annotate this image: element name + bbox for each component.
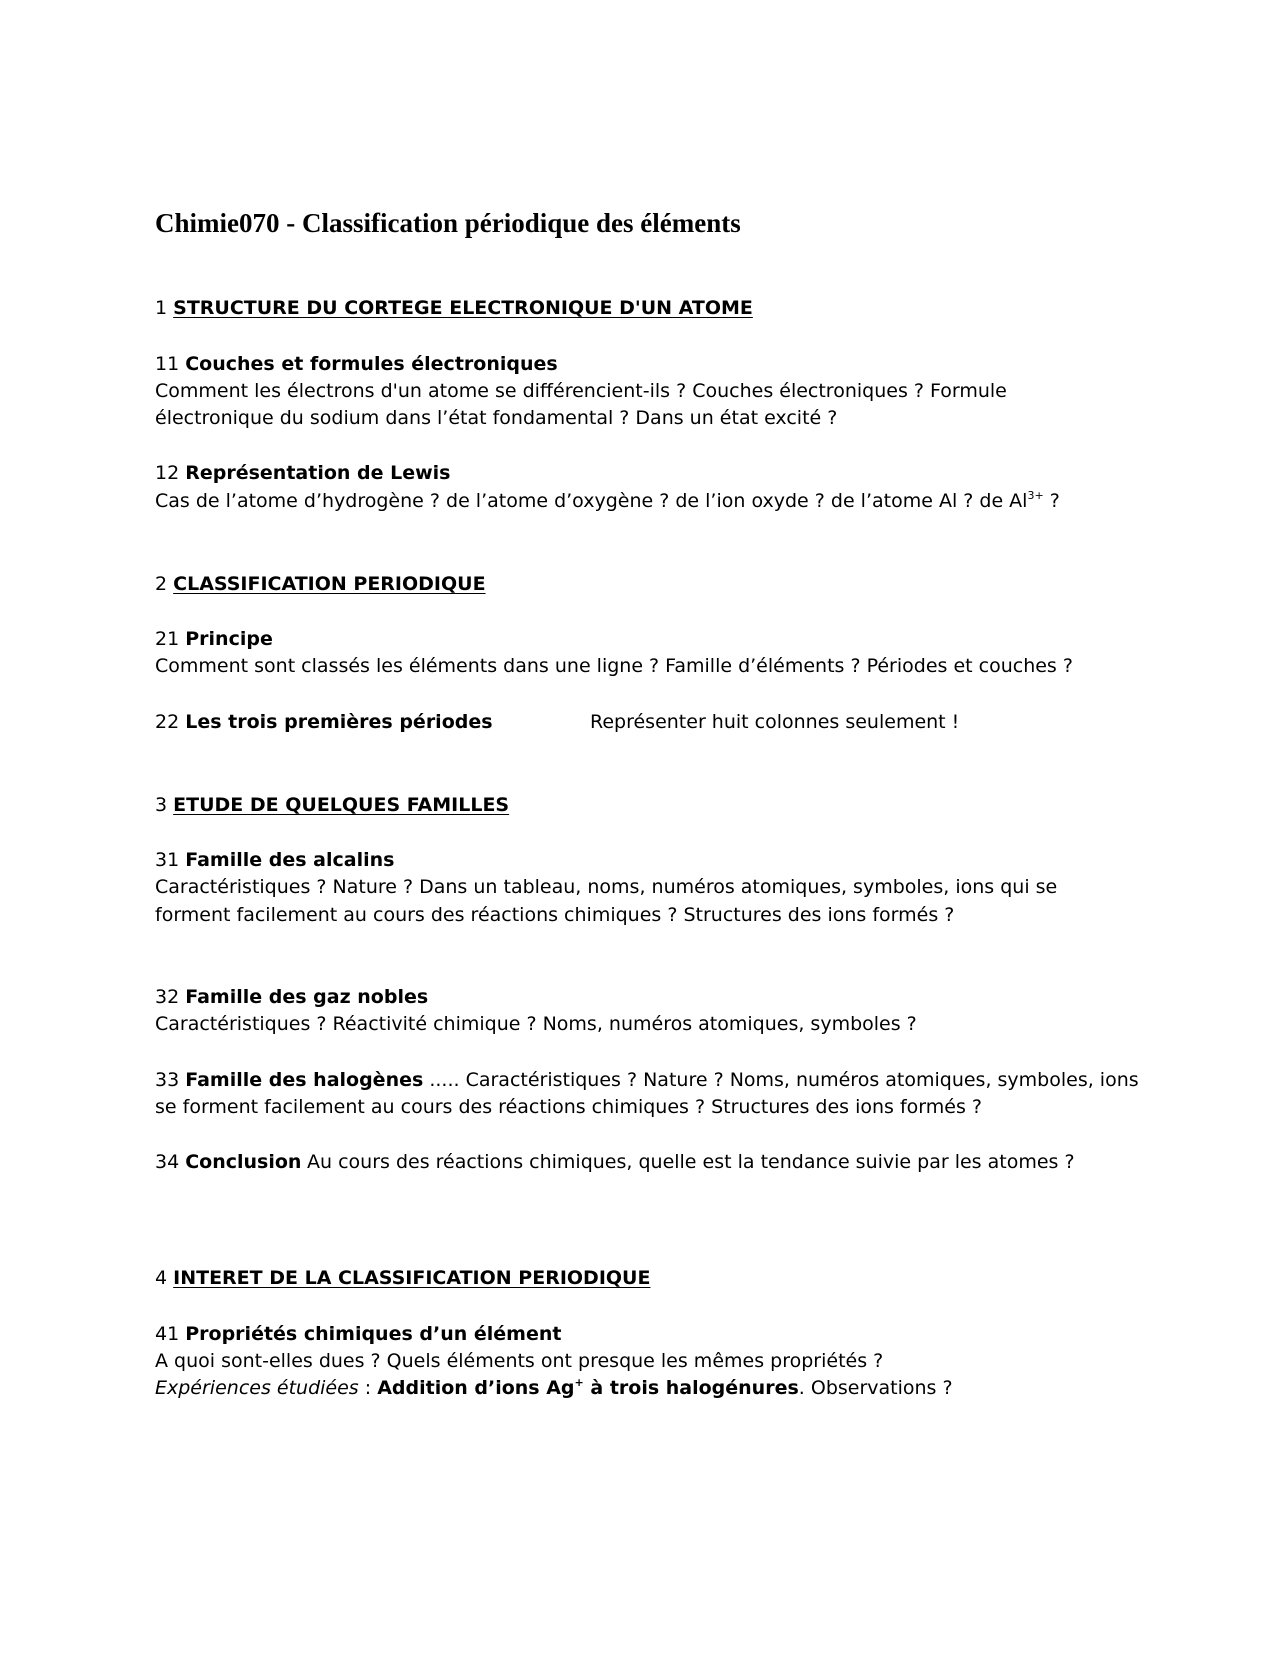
subsection-32-heading: [155, 983, 428, 1012]
experiments-line: [155, 1374, 953, 1403]
paragraph-line: électronique du sodium dans l’état fondamental ? Dans un état excité ?: [155, 407, 838, 429]
experiment-name-end: à trois halogénures: [583, 1377, 799, 1399]
subsection-title: Propriétés chimiques d’un élément: [185, 1323, 562, 1345]
subsection-number: 21: [155, 628, 180, 650]
paragraph-line: Comment sont classés les éléments dans une ligne ? Famille d’éléments ? Périodes et couches ?: [155, 655, 1073, 677]
section-title: CLASSIFICATION PERIODIQUE: [173, 573, 486, 595]
section-number: 1: [155, 297, 168, 319]
section-title: STRUCTURE DU CORTEGE ELECTRONIQUE D'UN ATOME: [173, 297, 753, 319]
subsection-inline-text: ..... Caractéristiques ? Nature ? Noms, numéros atomiques, symboles, ions: [423, 1069, 1139, 1091]
subsection-number: 32: [155, 986, 180, 1008]
subsection-number: 31: [155, 849, 180, 871]
section-3-heading: [155, 791, 509, 820]
subsection-number: 41: [155, 1323, 180, 1345]
experiments-observations: . Observations ?: [798, 1377, 953, 1399]
paragraph-line: se forment facilement au cours des réactions chimiques ? Structures des ions formés ?: [155, 1096, 983, 1118]
paragraph-line: Caractéristiques ? Réactivité chimique ? Noms, numéros atomiques, symboles ?: [155, 1013, 917, 1035]
paragraph-line: Caractéristiques ? Nature ? Dans un tableau, noms, numéros atomiques, symboles, ions qui se: [155, 876, 1058, 898]
subsection-22-heading: [155, 708, 493, 737]
subsection-12-heading: [155, 459, 451, 488]
subsection-title: Représentation de Lewis: [185, 462, 451, 484]
subsection-title: Couches et formules électroniques: [185, 353, 558, 375]
section-title: INTERET DE LA CLASSIFICATION PERIODIQUE: [173, 1267, 651, 1289]
subsection-note: Représenter huit colonnes seulement !: [590, 711, 960, 733]
section-number: 2: [155, 573, 168, 595]
subsection-title: Conclusion: [185, 1151, 302, 1173]
paragraph-line: A quoi sont-elles dues ? Quels éléments ont presque les mêmes propriétés ?: [155, 1350, 884, 1372]
experiment-name-start: Addition d’ions Ag: [377, 1377, 575, 1399]
ion-charge: 3+: [1027, 489, 1044, 502]
experiments-separator: :: [358, 1377, 378, 1399]
subsection-34-heading: [155, 1148, 301, 1177]
section-4-heading: [155, 1264, 650, 1293]
subsection-number: 33: [155, 1069, 180, 1091]
ion-charge: +: [574, 1376, 584, 1389]
section-2-heading: [155, 570, 486, 599]
lewis-text: Cas de l’atome d’hydrogène ? de l’atome d’oxygène ? de l’ion oxyde ? de l’atome Al ? de Al: [155, 490, 1028, 512]
subsection-number: 34: [155, 1151, 180, 1173]
subsection-41-heading: [155, 1320, 561, 1349]
section-number: 4: [155, 1267, 168, 1289]
subsection-note: Au cours des réactions chimiques, quelle est la tendance suivie par les atomes ?: [307, 1151, 1075, 1173]
section-number: 3: [155, 794, 168, 816]
section-title: ETUDE DE QUELQUES FAMILLES: [173, 794, 510, 816]
subsection-title: Famille des halogènes: [185, 1069, 424, 1091]
subsection-title: Les trois premières périodes: [185, 711, 493, 733]
subsection-number: 11: [155, 353, 180, 375]
experiments-label: Expériences étudiées: [155, 1377, 359, 1399]
subsection-title: Famille des gaz nobles: [185, 986, 429, 1008]
lewis-text-end: ?: [1043, 490, 1060, 512]
subsection-33-heading: [155, 1066, 1139, 1095]
experiment-name: [377, 1377, 799, 1399]
document-title: Chimie070 - Classification périodique des éléments: [155, 208, 741, 238]
subsection-title: Principe: [185, 628, 273, 650]
subsection-number: 22: [155, 711, 180, 733]
subsection-21-heading: [155, 625, 273, 654]
section-1-heading: [155, 294, 753, 323]
subsection-title: Famille des alcalins: [185, 849, 395, 871]
subsection-31-heading: [155, 846, 394, 875]
subsection-number: 12: [155, 462, 180, 484]
paragraph-line: forment facilement au cours des réactions chimiques ? Structures des ions formés ?: [155, 904, 955, 926]
paragraph-line: Comment les électrons d'un atome se différencient-ils ? Couches électroniques ? Formule: [155, 380, 1007, 402]
subsection-11-heading: [155, 350, 558, 379]
paragraph-line: [155, 487, 1060, 516]
